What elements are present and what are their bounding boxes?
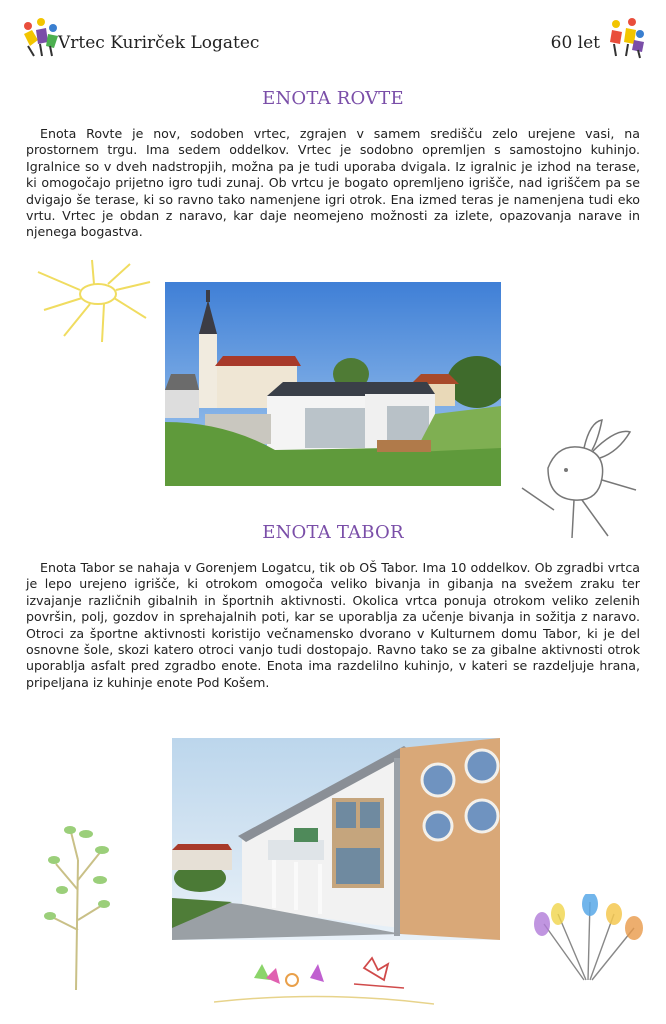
flowers-drawing-icon (530, 894, 648, 984)
header-brand (18, 16, 259, 60)
tree-drawing-icon (40, 820, 118, 992)
rovte-building-photo (165, 282, 501, 486)
children-logo-icon (604, 16, 648, 60)
section-text-tabor: Enota Tabor se nahaja v Gorenjem Logatcu, tik ob OŠ Tabor. Ima 10 oddelkov. Ob zgradbi vrtca je lepo urejeno igrišče, ki otrokom omogoča veliko bivanja in gibanja na svežem zraku ter izvajanje različnih gibalnih in športnih aktivnosti. Okolica vrtca ponuja otrokom veliko zelenih površin, polj, gozdov in sprehajalnih poti, kar se uporablja za učenje bivanja in sožitja z naravo. Otroci za športne aktivnosti koristijo večnamensko dvorano v Kulturnem domu Tabor, ki je del osnovne šole, skozi katero otroci vanjo tudi dostopajo. Ravno tako se za gibalne aktivnosti otrok uporablja asfalt pred zgradbo enote. Enota ima razdelilno kuhinjo, v kateri se razdeljuje hrana, pripeljana iz kuhinje enote Pod Košem. (26, 560, 640, 690)
anniversary-label: 60 let (550, 33, 600, 53)
section-text-rovte: Enota Rovte je nov, sodoben vrtec, zgrajen v samem središču zelo urejene vasi, na prostornem trgu. Ima sedem oddelkov. Vrtec je sodobno opremljen s samostojno kuhinjo. Igralnice so v dveh nadstropjih, možna pa je tudi uporaba dvigala. Iz igralnic je izhod na terase, ki omogočajo prijetno igro tudi zunaj. Ob vrtcu je bogato opremljeno igrišče, nad igriščem pa se dvigajo še terase, ki so ravno tako namenjene igri otrok. Ena izmed teras je namenjena tudi eko vrtu. Vrtec je obdan z naravo, kar daje neomejeno možnosti za izlete, opazovanja narave in njenega bogastva. (26, 126, 640, 240)
tabor-building-photo (172, 738, 500, 940)
children-figures-drawing-icon (214, 954, 434, 1008)
section-title-tabor: ENOTA TABOR (262, 522, 404, 543)
sun-drawing-icon (34, 258, 154, 348)
section-title-rovte: ENOTA ROVTE (262, 88, 404, 109)
brand-title: Vrtec Kurirček Logatec (58, 33, 260, 53)
header-badge (551, 16, 648, 60)
